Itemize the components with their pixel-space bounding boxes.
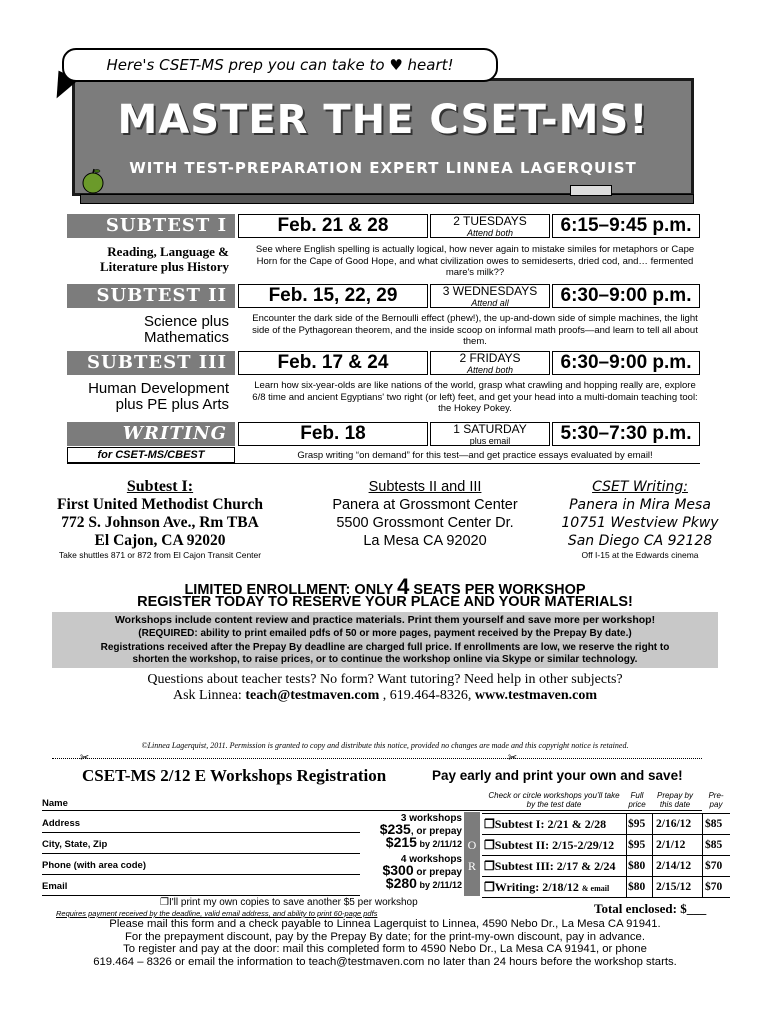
checkbox-icon[interactable]: ❐ bbox=[484, 838, 495, 852]
location-3-heading: CSET Writing: bbox=[592, 479, 688, 495]
email-link[interactable]: teach@testmaven.com bbox=[245, 688, 380, 703]
subtest-3-sessions bbox=[430, 351, 550, 375]
terms-line-2: (REQUIRED: ability to print emailed pdfs of 50 or more pages, payment received by the Prepay By date.) bbox=[138, 628, 632, 639]
option-label: Subtest II: 2/15-2/29/12 bbox=[494, 838, 615, 852]
location-2 bbox=[300, 478, 550, 550]
bundle-4 bbox=[362, 855, 462, 891]
option-2-full: $95 bbox=[628, 839, 646, 851]
subtest-1-name: Reading, Language & Literature plus History bbox=[99, 244, 229, 274]
location-3 bbox=[540, 478, 740, 560]
subtest-2-time: 6:30–9:00 p.m. bbox=[552, 284, 700, 308]
subtest-1-sessions bbox=[430, 214, 550, 238]
header-check: Check or circle workshops you’ll take by the test date bbox=[488, 791, 620, 809]
sessions-count: 1 SATURDAY bbox=[453, 422, 527, 436]
phone-line[interactable] bbox=[42, 874, 360, 875]
option-3-date: 2/14/12 bbox=[656, 860, 692, 872]
writing-header: WRITING bbox=[67, 422, 235, 446]
location-3-line2: 10751 Westview Pkwy bbox=[561, 515, 719, 531]
page-title: MASTER THE CSET-MS! bbox=[117, 97, 649, 143]
field-label-phone: Phone (with area code) bbox=[42, 860, 146, 871]
subtest-3-header: SUBTEST III bbox=[67, 351, 235, 375]
subtest-1-date: Feb. 21 & 28 bbox=[238, 214, 428, 238]
website-link[interactable]: www.testmaven.com bbox=[474, 688, 598, 703]
phone-text: , 619.464-8326, bbox=[379, 688, 475, 703]
option-4-date: 2/15/12 bbox=[656, 881, 692, 893]
terms-line-3: Registrations received after the Prepay By deadline are charged full price. If enrollments are low, we reserve the right to bbox=[100, 642, 670, 653]
address-line[interactable] bbox=[42, 832, 360, 833]
registration-title: CSET-MS 2/12 E Workshops Registration bbox=[82, 766, 387, 785]
writing-name: for CSET-MS/CBEST bbox=[67, 447, 235, 463]
writing-date: Feb. 18 bbox=[238, 422, 428, 446]
option-3-prepay: $70 bbox=[705, 860, 723, 872]
subtest-2-header: SUBTEST II bbox=[67, 284, 235, 308]
ask-label: Ask Linnea: bbox=[172, 688, 246, 703]
subtest-2-date: Feb. 15, 22, 29 bbox=[238, 284, 428, 308]
field-label-email: Email bbox=[42, 881, 68, 892]
terms-line-4: shorten the workshop, to raise prices, or to continue the workshop online via Skype or similar technology. bbox=[132, 654, 638, 665]
subtest-1-header: SUBTEST I bbox=[67, 214, 235, 238]
subtest-1-blurb: See where English spelling is actually logical, how never again to mistake similes for metaphors or Cape Horn for the Cape of Good Hope, and what civilization owes to semideserts, dried cod, and… fermented mare's milk?? bbox=[255, 244, 695, 278]
attend-note: Attend both bbox=[466, 365, 514, 375]
bundle-3-full-suffix: , or prepay bbox=[410, 826, 462, 837]
footer-instructions bbox=[0, 918, 770, 968]
subtest-3-blurb: Learn how six-year-olds are like nations of the world, grasp what crawling and hopping really are, explore 6/8 time and ancient Egyptians' two right (or left) feet, and get your head into a multi-domain teaching tool: the Hokey Pokey. bbox=[252, 380, 698, 414]
copyright-notice: ©Linnea Lagerquist, 2011. Permission is granted to copy and distribute this notice, provided no changes are made and this copyright notice is retained. bbox=[141, 741, 629, 750]
option-2-date: 2/1/12 bbox=[656, 839, 686, 851]
checkbox-icon[interactable]: ❐ bbox=[484, 880, 495, 894]
total-enclosed: Total enclosed: $___ bbox=[594, 901, 707, 916]
option-label: Subtest I: 2/21 & 2/28 bbox=[494, 817, 607, 831]
location-3-line1: Panera in Mira Mesa bbox=[569, 497, 711, 513]
location-3-note: Off I-15 at the Edwards cinema bbox=[581, 550, 699, 560]
footer-line-2: For the prepayment discount, pay by the Prepay By date; for the print-my-own discount, pay in advance. bbox=[125, 930, 645, 943]
checkbox-icon[interactable]: ❐ bbox=[160, 897, 169, 908]
field-label-name: Name bbox=[42, 798, 68, 809]
registration-tagline: Pay early and print your own and save! bbox=[432, 768, 683, 783]
cut-line bbox=[52, 758, 702, 759]
or-divider bbox=[464, 812, 480, 896]
location-1 bbox=[40, 478, 280, 560]
scissors-icon: ✂ bbox=[80, 752, 90, 764]
field-label-address: Address bbox=[42, 818, 81, 829]
footer-line-3: To register and pay at the door: mail this completed form to 4590 Nebo Dr., La Mesa CA 91941, or phone bbox=[123, 943, 647, 955]
location-3-line3: San Diego CA 92128 bbox=[567, 533, 713, 549]
questions-line: Questions about teacher tests? No form? Want tutoring? Need help in other subjects? bbox=[147, 672, 623, 687]
header-prepay-date: Prepay by this date bbox=[656, 791, 694, 809]
bundle-3-prepay: $215 bbox=[385, 834, 417, 850]
bundle-3-by: by 2/11/12 bbox=[416, 839, 462, 849]
writing-sessions bbox=[430, 422, 550, 446]
bundle-4-full-suffix: or prepay bbox=[413, 867, 462, 878]
chalkboard bbox=[72, 78, 694, 196]
option-1-prepay: $85 bbox=[705, 818, 723, 830]
subtest-2-sessions bbox=[430, 284, 550, 308]
attend-note: Attend all bbox=[471, 298, 509, 308]
location-1-line1: First United Methodist Church bbox=[57, 496, 263, 513]
or-letter-r: R bbox=[467, 859, 476, 873]
option-3-full: $80 bbox=[628, 860, 646, 872]
bundle-4-label: 4 workshops bbox=[400, 854, 462, 865]
option-extra: & email bbox=[581, 884, 610, 893]
location-1-note: Take shuttles 871 or 872 from El Cajon Transit Center bbox=[58, 550, 262, 560]
table-bottom-line bbox=[67, 463, 700, 464]
header-full-price: Full price bbox=[628, 791, 646, 809]
header-prepay: Pre-pay bbox=[708, 791, 724, 809]
name-line[interactable] bbox=[42, 810, 702, 811]
sessions-count: 2 TUESDAYS bbox=[453, 214, 527, 228]
location-1-line2: 772 S. Johnson Ave., Rm TBA bbox=[61, 514, 259, 531]
subtest-3-date: Feb. 17 & 24 bbox=[238, 351, 428, 375]
option-4-full: $80 bbox=[628, 881, 646, 893]
email-line[interactable] bbox=[42, 895, 360, 896]
option-label: Writing: 2/18/12 bbox=[494, 880, 579, 894]
sessions-count: 3 WEDNESDAYS bbox=[442, 284, 538, 298]
subtest-2-name: Science plus Mathematics bbox=[143, 313, 229, 346]
location-2-heading: Subtests II and III bbox=[368, 479, 482, 495]
row-divider bbox=[482, 897, 730, 898]
bundle-4-prepay: $280 bbox=[385, 875, 417, 891]
writing-time: 5:30–7:30 p.m. bbox=[552, 422, 700, 446]
bundle-4-full: $300 bbox=[382, 862, 414, 878]
option-1-full: $95 bbox=[628, 818, 646, 830]
requires-note: Requires payment received by the deadline, valid email address, and ability to print 60-page pdfs bbox=[56, 909, 378, 918]
print-own-label: I'll print my own copies to save another $5 per workshop bbox=[168, 897, 418, 908]
ask-line bbox=[0, 688, 770, 704]
footer-line-4: 619.464 – 8326 or email the information to teach@testmaven.com no later than 24 hours before the workshop starts. bbox=[93, 955, 677, 968]
bubble-text: Here's CSET-MS prep you can take to ♥ heart! bbox=[106, 56, 454, 74]
seat-count: 4 bbox=[397, 574, 410, 599]
option-label: Subtest III: 2/17 & 2/24 bbox=[494, 859, 616, 873]
scissors-icon: ✂ bbox=[508, 752, 518, 764]
writing-blurb: Grasp writing “on demand” for this test—and get practice essays evaluated by email! bbox=[297, 450, 653, 461]
subtest-3-time: 6:30–9:00 p.m. bbox=[552, 351, 700, 375]
print-own-option[interactable] bbox=[160, 897, 418, 908]
page-subtitle: WITH TEST-PREPARATION EXPERT LINNEA LAGERQUIST bbox=[129, 159, 637, 177]
location-2-line3: La Mesa CA 92020 bbox=[363, 533, 487, 549]
location-1-line3: El Cajon, CA 92020 bbox=[94, 532, 226, 549]
eraser-icon bbox=[570, 185, 612, 196]
enrollment-text-a: LIMITED ENROLLMENT: ONLY bbox=[184, 582, 398, 598]
contact-block bbox=[0, 672, 770, 704]
city-line[interactable] bbox=[42, 853, 360, 854]
location-2-line1: Panera at Grossmont Center bbox=[332, 497, 518, 513]
subtest-2-blurb: Encounter the dark side of the Bernoulli effect (phew!), the up-and-down side of simple machines, the light side of the Pythagorean theorem, and the inside scoop on informal math proofs—and learn to tell all about them. bbox=[252, 313, 698, 347]
or-letter-o: O bbox=[467, 838, 477, 852]
location-1-heading: Subtest I: bbox=[126, 478, 194, 495]
attend-note: plus email bbox=[469, 436, 511, 446]
footer-line-1: Please mail this form and a check payable to Linnea Lagerquist to Linnea, 4590 Nebo Dr., La Mesa CA 91941. bbox=[109, 918, 661, 930]
bundle-3 bbox=[362, 814, 462, 850]
option-4-prepay: $70 bbox=[705, 881, 723, 893]
terms-line-1: Workshops include content review and practice materials. Print them yourself and save more per workshop! bbox=[114, 614, 656, 626]
apple-icon bbox=[80, 168, 106, 194]
speech-bubble bbox=[62, 48, 498, 82]
bundle-3-full: $235 bbox=[379, 821, 411, 837]
attend-note: Attend both bbox=[466, 228, 514, 238]
bundle-3-label: 3 workshops bbox=[400, 813, 462, 824]
option-2-prepay: $85 bbox=[705, 839, 723, 851]
subtest-1-time: 6:15–9:45 p.m. bbox=[552, 214, 700, 238]
enrollment-text-b: SEATS PER WORKSHOP bbox=[409, 582, 586, 598]
checkbox-icon[interactable]: ❐ bbox=[484, 859, 495, 873]
location-2-line2: 5500 Grossmont Center Dr. bbox=[336, 515, 514, 531]
field-label-city: City, State, Zip bbox=[42, 839, 108, 850]
register-today: REGISTER TODAY TO RESERVE YOUR PLACE AND YOUR MATERIALS! bbox=[137, 594, 633, 610]
subtest-3-name: Human Development plus PE plus Arts bbox=[88, 380, 229, 413]
bundle-4-by: by 2/11/12 bbox=[416, 880, 462, 890]
option-1-date: 2/16/12 bbox=[656, 818, 692, 830]
checkbox-icon[interactable]: ❐ bbox=[484, 817, 495, 831]
sessions-count: 2 FRIDAYS bbox=[459, 351, 521, 365]
